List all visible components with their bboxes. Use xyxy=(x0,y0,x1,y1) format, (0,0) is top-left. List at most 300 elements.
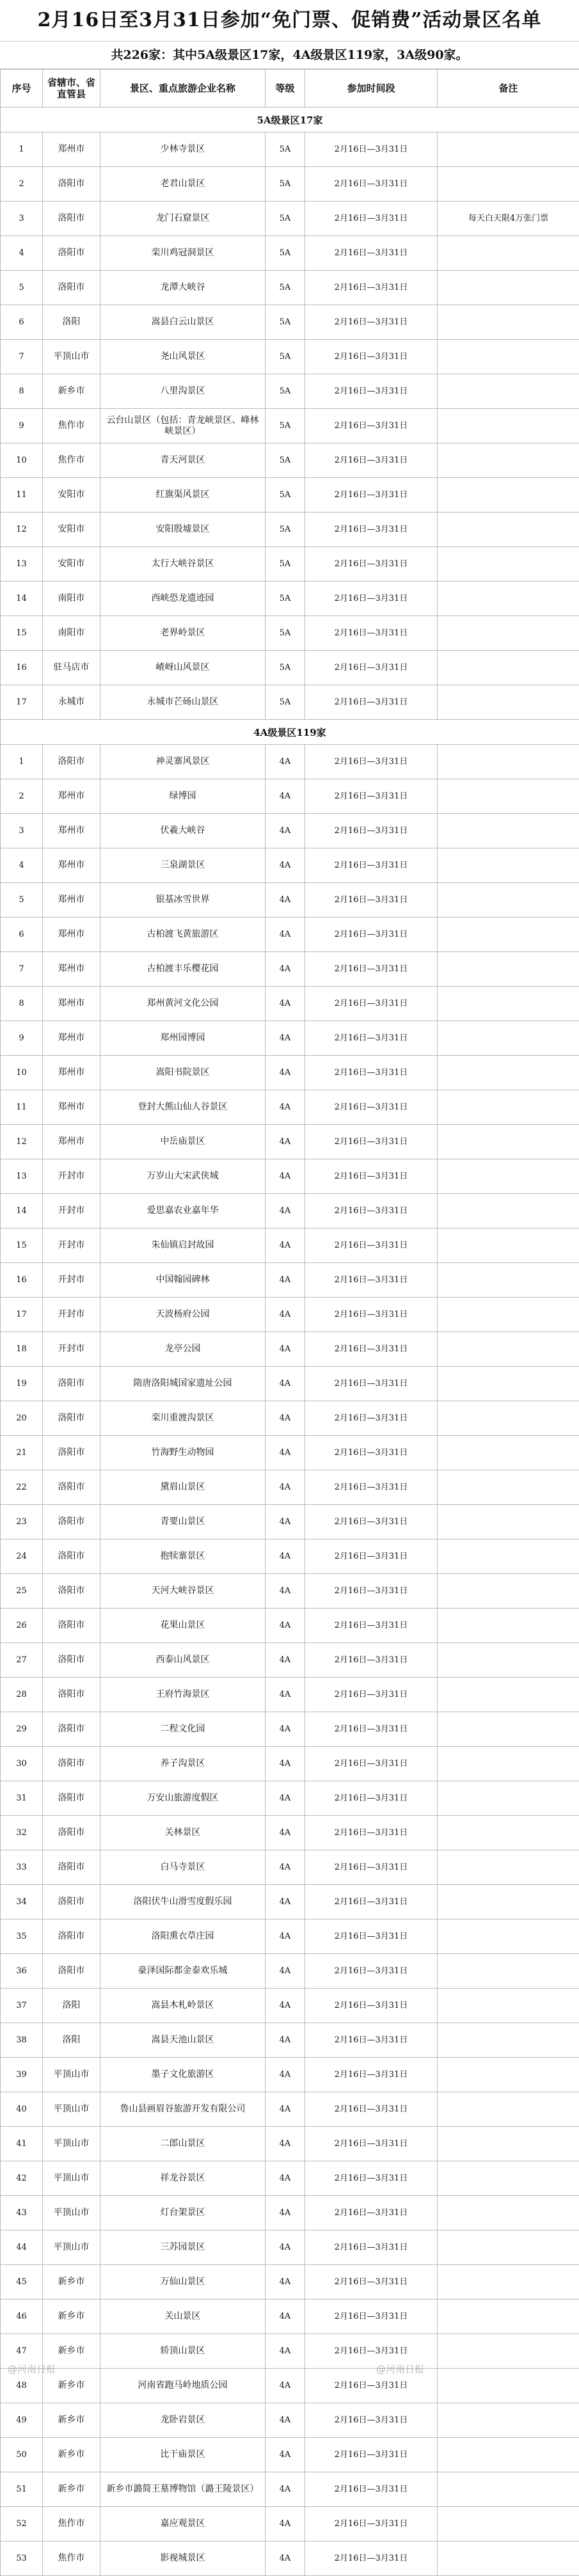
cell-city: 开封市 xyxy=(43,1332,100,1367)
cell-city: 洛阳市 xyxy=(43,1574,100,1609)
cell-period: 2月16日—3月31日 xyxy=(305,478,438,513)
cell-no: 1 xyxy=(1,745,43,779)
cell-city: 驻马店市 xyxy=(43,651,100,685)
cell-note xyxy=(438,1021,579,1056)
cell-grade: 4A xyxy=(266,2541,305,2576)
cell-no: 26 xyxy=(1,1609,43,1643)
cell-period: 2月16日—3月31日 xyxy=(305,2507,438,2541)
cell-period: 2月16日—3月31日 xyxy=(305,1747,438,1781)
cell-note xyxy=(438,1747,579,1781)
cell-grade: 4A xyxy=(266,2300,305,2334)
cell-no: 11 xyxy=(1,478,43,513)
cell-note xyxy=(438,848,579,883)
cell-grade: 4A xyxy=(266,1263,305,1298)
scenic-area-table xyxy=(0,69,579,2576)
table-row xyxy=(1,1816,579,1850)
cell-no: 20 xyxy=(1,1401,43,1436)
cell-name: 青要山景区 xyxy=(100,1505,266,1539)
cell-period: 2月16日—3月31日 xyxy=(305,2541,438,2576)
cell-city: 洛阳市 xyxy=(43,1954,100,1989)
cell-grade: 5A xyxy=(266,167,305,202)
cell-name: 二程文化园 xyxy=(100,1712,266,1747)
cell-period: 2月16日—3月31日 xyxy=(305,1125,438,1159)
cell-note xyxy=(438,1228,579,1263)
table-row xyxy=(1,1367,579,1401)
cell-period: 2月16日—3月31日 xyxy=(305,132,438,167)
table-row xyxy=(1,374,579,409)
cell-no: 53 xyxy=(1,2541,43,2576)
cell-no: 18 xyxy=(1,1332,43,1367)
table-row xyxy=(1,1090,579,1125)
cell-grade: 4A xyxy=(266,1954,305,1989)
cell-note xyxy=(438,1609,579,1643)
header-grade: 等级 xyxy=(266,70,305,107)
table-row xyxy=(1,2438,579,2472)
cell-grade: 4A xyxy=(266,2230,305,2265)
cell-name: 青天河景区 xyxy=(100,443,266,478)
cell-period: 2月16日—3月31日 xyxy=(305,1781,438,1816)
cell-grade: 4A xyxy=(266,1850,305,1885)
cell-note xyxy=(438,2438,579,2472)
cell-city: 郑州市 xyxy=(43,1021,100,1056)
cell-name: 河南省跑马岭地质公园 xyxy=(100,2369,266,2403)
cell-grade: 4A xyxy=(266,1505,305,1539)
cell-grade: 4A xyxy=(266,848,305,883)
cell-period: 2月16日—3月31日 xyxy=(305,2403,438,2438)
cell-grade: 4A xyxy=(266,1539,305,1574)
cell-period: 2月16日—3月31日 xyxy=(305,1850,438,1885)
table-row xyxy=(1,1712,579,1747)
cell-no: 17 xyxy=(1,1298,43,1332)
cell-grade: 5A xyxy=(266,202,305,236)
cell-note xyxy=(438,987,579,1021)
cell-city: 郑州市 xyxy=(43,848,100,883)
cell-grade: 4A xyxy=(266,1367,305,1401)
cell-grade: 4A xyxy=(266,814,305,848)
cell-name: 栾川重渡沟景区 xyxy=(100,1401,266,1436)
cell-city: 洛阳市 xyxy=(43,1367,100,1401)
cell-note xyxy=(438,513,579,547)
table-row xyxy=(1,305,579,340)
cell-no: 3 xyxy=(1,202,43,236)
cell-no: 41 xyxy=(1,2127,43,2161)
section-label: 4A级景区119家 xyxy=(1,720,579,745)
table-body xyxy=(1,107,579,2576)
header-period: 参加时间段 xyxy=(305,70,438,107)
cell-city: 平顶山市 xyxy=(43,2058,100,2092)
cell-city: 开封市 xyxy=(43,1159,100,1194)
cell-note xyxy=(438,1850,579,1885)
cell-city: 平顶山市 xyxy=(43,2127,100,2161)
cell-name: 中国翰园碑林 xyxy=(100,1263,266,1298)
cell-name: 嘉应观景区 xyxy=(100,2507,266,2541)
table-row xyxy=(1,2230,579,2265)
cell-grade: 5A xyxy=(266,236,305,271)
cell-period: 2月16日—3月31日 xyxy=(305,2265,438,2300)
cell-grade: 5A xyxy=(266,305,305,340)
cell-no: 13 xyxy=(1,547,43,582)
table-row xyxy=(1,2023,579,2058)
cell-name: 龙亭公园 xyxy=(100,1332,266,1367)
cell-no: 39 xyxy=(1,2058,43,2092)
cell-note xyxy=(438,685,579,720)
table-row xyxy=(1,409,579,443)
cell-grade: 4A xyxy=(266,2334,305,2369)
cell-name: 二郎山景区 xyxy=(100,2127,266,2161)
cell-grade: 4A xyxy=(266,2438,305,2472)
cell-city: 郑州市 xyxy=(43,132,100,167)
cell-city: 焦作市 xyxy=(43,2541,100,2576)
table-row xyxy=(1,1159,579,1194)
cell-name: 西峡恐龙遗迹园 xyxy=(100,582,266,616)
cell-city: 新乡市 xyxy=(43,2472,100,2507)
cell-period: 2月16日—3月31日 xyxy=(305,167,438,202)
cell-grade: 4A xyxy=(266,2507,305,2541)
cell-city: 安阳市 xyxy=(43,513,100,547)
cell-name: 古柏渡丰乐樱花园 xyxy=(100,952,266,987)
cell-period: 2月16日—3月31日 xyxy=(305,1989,438,2023)
cell-period: 2月16日—3月31日 xyxy=(305,2023,438,2058)
cell-no: 10 xyxy=(1,1056,43,1090)
cell-name: 花果山景区 xyxy=(100,1609,266,1643)
cell-period: 2月16日—3月31日 xyxy=(305,952,438,987)
cell-period: 2月16日—3月31日 xyxy=(305,1436,438,1470)
cell-grade: 4A xyxy=(266,1816,305,1850)
cell-name: 灯台架景区 xyxy=(100,2196,266,2230)
table-row xyxy=(1,1228,579,1263)
cell-note xyxy=(438,305,579,340)
cell-no: 6 xyxy=(1,918,43,952)
cell-city: 南阳市 xyxy=(43,582,100,616)
cell-name: 三泉湖景区 xyxy=(100,848,266,883)
cell-grade: 4A xyxy=(266,745,305,779)
cell-name: 古柏渡飞黄旅游区 xyxy=(100,918,266,952)
cell-no: 6 xyxy=(1,305,43,340)
cell-grade: 5A xyxy=(266,513,305,547)
table-row xyxy=(1,1332,579,1367)
cell-name: 洛阳伏牛山滑雪度假乐园 xyxy=(100,1885,266,1920)
table-row xyxy=(1,814,579,848)
cell-name: 嵩阳书院景区 xyxy=(100,1056,266,1090)
cell-name: 红旗渠风景区 xyxy=(100,478,266,513)
cell-no: 2 xyxy=(1,779,43,814)
cell-grade: 5A xyxy=(266,409,305,443)
cell-city: 安阳市 xyxy=(43,478,100,513)
cell-grade: 4A xyxy=(266,2369,305,2403)
cell-period: 2月16日—3月31日 xyxy=(305,1298,438,1332)
cell-no: 12 xyxy=(1,513,43,547)
cell-no: 31 xyxy=(1,1781,43,1816)
cell-city: 焦作市 xyxy=(43,2507,100,2541)
cell-city: 平顶山市 xyxy=(43,2196,100,2230)
cell-no: 8 xyxy=(1,987,43,1021)
cell-grade: 4A xyxy=(266,2403,305,2438)
table-row xyxy=(1,1470,579,1505)
cell-grade: 5A xyxy=(266,132,305,167)
summary-line: 共226家：其中5A级景区17家，4A级景区119家，3A级90家。 xyxy=(0,42,579,69)
cell-no: 49 xyxy=(1,2403,43,2438)
cell-name: 洛阳熏衣草庄园 xyxy=(100,1920,266,1954)
table-row xyxy=(1,779,579,814)
cell-city: 洛阳市 xyxy=(43,202,100,236)
cell-city: 开封市 xyxy=(43,1194,100,1228)
cell-city: 洛阳市 xyxy=(43,1920,100,1954)
cell-note xyxy=(438,1401,579,1436)
cell-city: 洛阳市 xyxy=(43,1539,100,1574)
cell-name: 黛眉山景区 xyxy=(100,1470,266,1505)
cell-grade: 4A xyxy=(266,1401,305,1436)
cell-name: 比干庙景区 xyxy=(100,2438,266,2472)
cell-period: 2月16日—3月31日 xyxy=(305,1609,438,1643)
cell-grade: 4A xyxy=(266,1298,305,1332)
cell-name: 关山景区 xyxy=(100,2300,266,2334)
table-row xyxy=(1,1436,579,1470)
cell-name: 万岁山大宋武侠城 xyxy=(100,1159,266,1194)
cell-no: 7 xyxy=(1,340,43,374)
cell-note xyxy=(438,409,579,443)
cell-note xyxy=(438,1505,579,1539)
cell-no: 43 xyxy=(1,2196,43,2230)
cell-note xyxy=(438,779,579,814)
cell-note xyxy=(438,2472,579,2507)
cell-note xyxy=(438,2507,579,2541)
table-row xyxy=(1,848,579,883)
cell-name: 龙门石窟景区 xyxy=(100,202,266,236)
cell-note xyxy=(438,1367,579,1401)
cell-city: 焦作市 xyxy=(43,409,100,443)
cell-no: 9 xyxy=(1,1021,43,1056)
table-row xyxy=(1,883,579,918)
cell-city: 郑州市 xyxy=(43,814,100,848)
cell-city: 洛阳市 xyxy=(43,1470,100,1505)
cell-note xyxy=(438,1712,579,1747)
cell-city: 郑州市 xyxy=(43,1125,100,1159)
table-row xyxy=(1,1021,579,1056)
section-label: 5A级景区17家 xyxy=(1,107,579,132)
cell-no: 4 xyxy=(1,236,43,271)
cell-note xyxy=(438,1298,579,1332)
cell-no: 48 xyxy=(1,2369,43,2403)
table-row xyxy=(1,1989,579,2023)
cell-period: 2月16日—3月31日 xyxy=(305,2369,438,2403)
cell-note xyxy=(438,814,579,848)
cell-city: 郑州市 xyxy=(43,1056,100,1090)
cell-period: 2月16日—3月31日 xyxy=(305,814,438,848)
cell-grade: 4A xyxy=(266,1678,305,1712)
cell-period: 2月16日—3月31日 xyxy=(305,443,438,478)
cell-city: 洛阳市 xyxy=(43,1678,100,1712)
cell-grade: 4A xyxy=(266,918,305,952)
cell-city: 新乡市 xyxy=(43,2265,100,2300)
cell-period: 2月16日—3月31日 xyxy=(305,848,438,883)
cell-note xyxy=(438,2230,579,2265)
cell-no: 27 xyxy=(1,1643,43,1678)
cell-note xyxy=(438,1159,579,1194)
cell-name: 伏羲大峡谷 xyxy=(100,814,266,848)
cell-grade: 4A xyxy=(266,1781,305,1816)
table-row xyxy=(1,1505,579,1539)
header-note: 备注 xyxy=(438,70,579,107)
cell-note xyxy=(438,952,579,987)
cell-no: 30 xyxy=(1,1747,43,1781)
cell-city: 洛阳市 xyxy=(43,1850,100,1885)
cell-grade: 4A xyxy=(266,1470,305,1505)
table-row xyxy=(1,271,579,305)
header-no: 序号 xyxy=(1,70,43,107)
cell-no: 8 xyxy=(1,374,43,409)
cell-no: 7 xyxy=(1,952,43,987)
table-row xyxy=(1,2403,579,2438)
cell-no: 4 xyxy=(1,848,43,883)
cell-grade: 4A xyxy=(266,1885,305,1920)
cell-period: 2月16日—3月31日 xyxy=(305,2058,438,2092)
table-row xyxy=(1,582,579,616)
cell-city: 洛阳市 xyxy=(43,1816,100,1850)
cell-grade: 4A xyxy=(266,2058,305,2092)
cell-no: 37 xyxy=(1,1989,43,2023)
table-row xyxy=(1,513,579,547)
cell-no: 14 xyxy=(1,1194,43,1228)
table-row xyxy=(1,1747,579,1781)
cell-city: 洛阳市 xyxy=(43,236,100,271)
cell-period: 2月16日—3月31日 xyxy=(305,616,438,651)
table-row xyxy=(1,651,579,685)
cell-note xyxy=(438,2369,579,2403)
cell-period: 2月16日—3月31日 xyxy=(305,651,438,685)
cell-period: 2月16日—3月31日 xyxy=(305,236,438,271)
table-row xyxy=(1,1609,579,1643)
cell-grade: 4A xyxy=(266,1712,305,1747)
section-row xyxy=(1,720,579,745)
cell-name: 太行大峡谷景区 xyxy=(100,547,266,582)
cell-grade: 5A xyxy=(266,582,305,616)
cell-city: 洛阳市 xyxy=(43,1781,100,1816)
cell-period: 2月16日—3月31日 xyxy=(305,1505,438,1539)
cell-name: 天河大峡谷景区 xyxy=(100,1574,266,1609)
cell-grade: 4A xyxy=(266,987,305,1021)
cell-no: 11 xyxy=(1,1090,43,1125)
table-row xyxy=(1,2058,579,2092)
cell-note xyxy=(438,2023,579,2058)
cell-name: 银基冰雪世界 xyxy=(100,883,266,918)
cell-note xyxy=(438,1194,579,1228)
cell-note xyxy=(438,2127,579,2161)
cell-no: 23 xyxy=(1,1505,43,1539)
cell-period: 2月16日—3月31日 xyxy=(305,305,438,340)
cell-note xyxy=(438,443,579,478)
cell-no: 13 xyxy=(1,1159,43,1194)
table-header-row xyxy=(1,70,579,107)
cell-grade: 4A xyxy=(266,1609,305,1643)
cell-no: 5 xyxy=(1,271,43,305)
cell-note xyxy=(438,1643,579,1678)
table-row xyxy=(1,1401,579,1436)
cell-name: 轿顶山景区 xyxy=(100,2334,266,2369)
section-row xyxy=(1,107,579,132)
cell-period: 2月16日—3月31日 xyxy=(305,1159,438,1194)
cell-grade: 4A xyxy=(266,1989,305,2023)
table-row xyxy=(1,1781,579,1816)
cell-city: 洛阳市 xyxy=(43,1747,100,1781)
cell-note xyxy=(438,478,579,513)
cell-note xyxy=(438,1436,579,1470)
table-row xyxy=(1,2127,579,2161)
cell-grade: 4A xyxy=(266,779,305,814)
cell-name: 八里沟景区 xyxy=(100,374,266,409)
cell-period: 2月16日—3月31日 xyxy=(305,1021,438,1056)
table-row xyxy=(1,236,579,271)
cell-name: 新乡市潞简王墓博物馆（潞王陵景区） xyxy=(100,2472,266,2507)
cell-no: 1 xyxy=(1,132,43,167)
cell-period: 2月16日—3月31日 xyxy=(305,1954,438,1989)
cell-note xyxy=(438,1090,579,1125)
header-name: 景区、重点旅游企业名称 xyxy=(100,70,266,107)
table-row xyxy=(1,1263,579,1298)
cell-note xyxy=(438,167,579,202)
cell-grade: 4A xyxy=(266,1159,305,1194)
cell-period: 2月16日—3月31日 xyxy=(305,1816,438,1850)
cell-name: 抱犊寨景区 xyxy=(100,1539,266,1574)
cell-no: 16 xyxy=(1,651,43,685)
cell-city: 郑州市 xyxy=(43,987,100,1021)
cell-period: 2月16日—3月31日 xyxy=(305,547,438,582)
cell-note xyxy=(438,1574,579,1609)
cell-period: 2月16日—3月31日 xyxy=(305,1574,438,1609)
cell-grade: 5A xyxy=(266,616,305,651)
cell-period: 2月16日—3月31日 xyxy=(305,685,438,720)
cell-name: 养子沟景区 xyxy=(100,1747,266,1781)
cell-period: 2月16日—3月31日 xyxy=(305,1885,438,1920)
cell-name: 神灵寨风景区 xyxy=(100,745,266,779)
cell-name: 嵩县木札岭景区 xyxy=(100,1989,266,2023)
cell-no: 28 xyxy=(1,1678,43,1712)
table-row xyxy=(1,1125,579,1159)
cell-grade: 4A xyxy=(266,1194,305,1228)
cell-city: 新乡市 xyxy=(43,2300,100,2334)
cell-note xyxy=(438,2334,579,2369)
cell-note xyxy=(438,1989,579,2023)
cell-no: 34 xyxy=(1,1885,43,1920)
table-row xyxy=(1,132,579,167)
cell-no: 14 xyxy=(1,582,43,616)
cell-grade: 4A xyxy=(266,2196,305,2230)
cell-grade: 4A xyxy=(266,1056,305,1090)
cell-city: 洛阳 xyxy=(43,2023,100,2058)
cell-period: 2月16日—3月31日 xyxy=(305,374,438,409)
watermark-left: @河南日报 xyxy=(8,2362,56,2376)
cell-name: 老君山景区 xyxy=(100,167,266,202)
cell-period: 2月16日—3月31日 xyxy=(305,1920,438,1954)
cell-period: 2月16日—3月31日 xyxy=(305,340,438,374)
cell-period: 2月16日—3月31日 xyxy=(305,918,438,952)
cell-period: 2月16日—3月31日 xyxy=(305,2196,438,2230)
cell-city: 焦作市 xyxy=(43,443,100,478)
cell-note xyxy=(438,1781,579,1816)
cell-city: 平顶山市 xyxy=(43,2230,100,2265)
cell-grade: 4A xyxy=(266,1090,305,1125)
cell-city: 永城市 xyxy=(43,685,100,720)
cell-grade: 5A xyxy=(266,443,305,478)
cell-grade: 5A xyxy=(266,547,305,582)
cell-grade: 4A xyxy=(266,2092,305,2127)
cell-grade: 4A xyxy=(266,1125,305,1159)
table-row xyxy=(1,2334,579,2369)
cell-city: 郑州市 xyxy=(43,779,100,814)
cell-city: 安阳市 xyxy=(43,547,100,582)
cell-period: 2月16日—3月31日 xyxy=(305,883,438,918)
cell-name: 龙卧岩景区 xyxy=(100,2403,266,2438)
cell-period: 2月16日—3月31日 xyxy=(305,582,438,616)
